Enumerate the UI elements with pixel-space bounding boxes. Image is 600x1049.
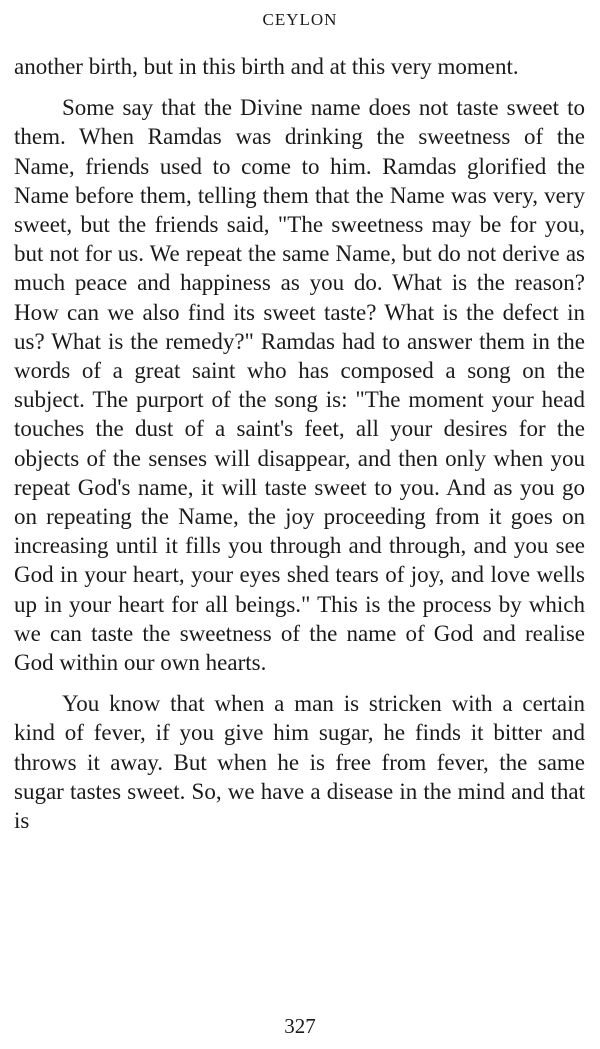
paragraph: You know that when a man is stricken with a certain kind of fever, if you give him sugar, he finds it bitter and throws it away. But when he is free from fever, the same sugar tastes sweet. So, we have a disease in the mind and that is	[14, 691, 585, 834]
paragraph-continued: another birth, but in this birth and at this very moment.	[14, 54, 519, 79]
body-text	[14, 52, 585, 835]
paragraph: Some say that the Divine name does not taste sweet to them. When Ramdas was drinking the sweetness of the Name, friends used to come to him. Ramdas glorified the Name before them, telling them that the Name was very, very sweet, but the friends said, "The sweetness may be for you, but not for us. We repeat the same Name, but do not derive as much peace and happiness as you do. What is the reason? How can we also find its sweet taste? What is the defect in us? What is the remedy?" Ramdas had to answer them in the words of a great saint who has composed a song on the subject. The purport of the song is: "The moment your head touches the dust of a saint's feet, all your desires for the objects of the senses will disappear, and then only when you repeat God's name, it will taste sweet to you. And as you go on repeating the Name, the joy proceeding from it goes on increasing until it fills you through and through, and you see God in your heart, your eyes shed tears of joy, and love wells up in your heart for all beings." This is the process by which we can taste the sweetness of the name of God and realise God within our own hearts.	[14, 95, 585, 676]
page-number: 327	[284, 1014, 316, 1038]
running-head: CEYLON	[262, 10, 338, 29]
